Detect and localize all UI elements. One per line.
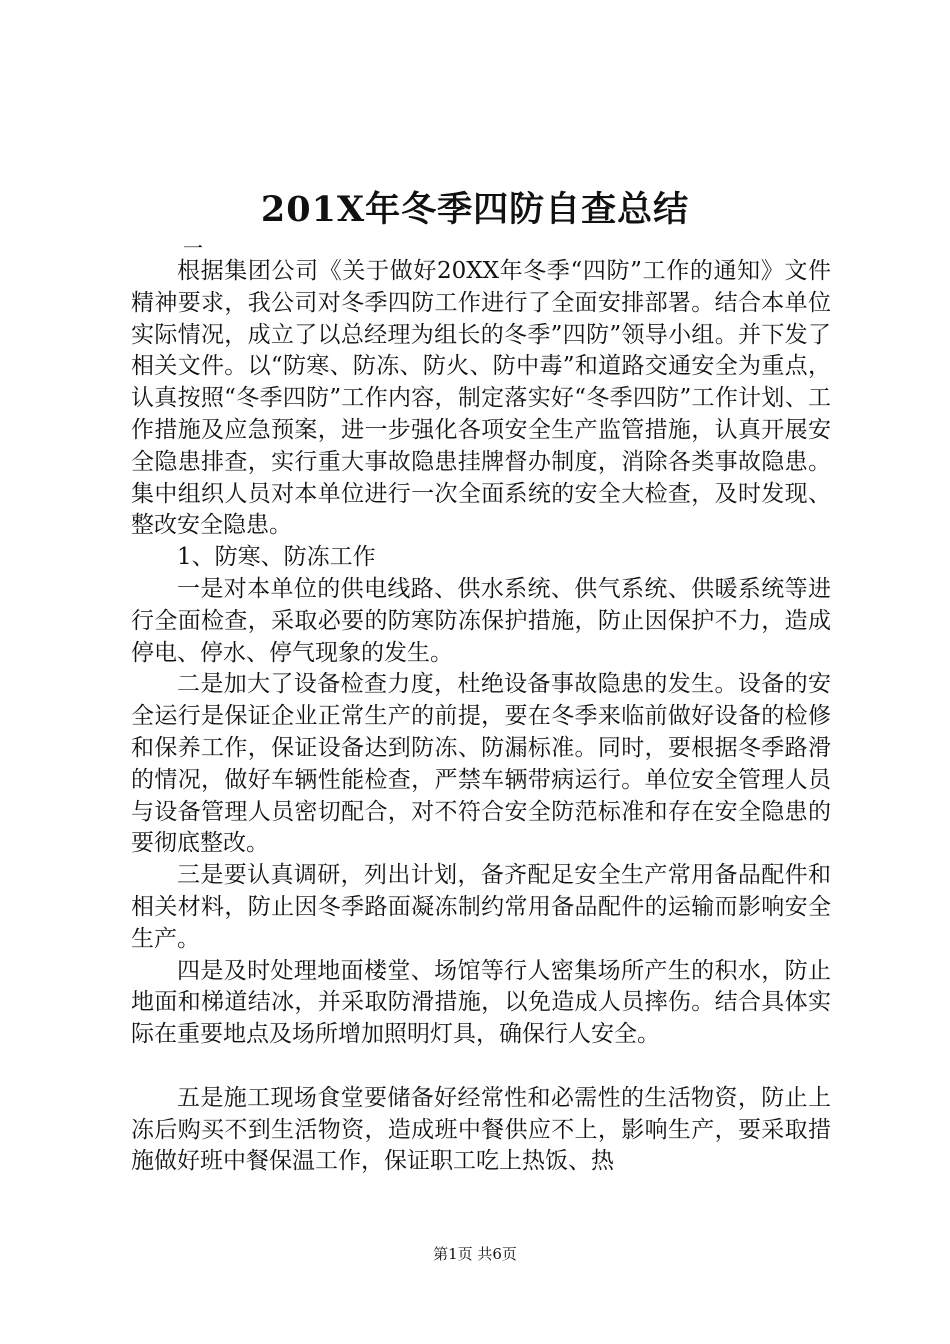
document-body [131, 256, 831, 1178]
section-heading: 1、防寒、防冻工作 [177, 544, 376, 571]
section-marker: 一 [183, 236, 203, 260]
paragraph-intro: 根据集团公司《关于做好20XX年冬季“四防”工作的通知》文件精神要求，我公司对冬季四防工作进行了全面安排部署。结合本单位实际情况，成立了以总经理为组长的冬季”四防”领导小组。并下发了相关文件。以“防寒、防冻、防火、防中毒”和道路交通安全为重点，认真按照“冬季四防”工作内容，制定落实好“冬季四防”工作计划、工作措施及应急预案，进一步强化各项安全生产监管措施，认真开展安全隐患排查，实行重大事故隐患挂牌督办制度，消除各类事故隐患。集中组织人员对本单位进行一次全面系统的安全大检查，及时发现、整改安全隐患。 [131, 258, 831, 539]
document-title: 201X年冬季四防自查总结 [260, 189, 690, 230]
page-number: 第1页 共6页 [433, 1245, 517, 1263]
paragraph-item-2: 二是加大了设备检查力度，杜绝设备事故隐患的发生。设备的安全运行是保证企业正常生产的前提，要在冬季来临前做好设备的检修和保养工作，保证设备达到防冻、防漏标准。同时，要根据冬季路滑的情况，做好车辆性能检查，严禁车辆带病运行。单位安全管理人员与设备管理人员密切配合，对不符合安全防范标准和存在安全隐患的要彻底整改。 [131, 671, 831, 857]
paragraph-item-3: 三是要认真调研，列出计划，备齐配足安全生产常用备品配件和相关材料，防止因冬季路面凝冻制约常用备品配件的运输而影响安全生产。 [131, 862, 831, 952]
paragraph-item-4: 四是及时处理地面楼堂、场馆等行人密集场所产生的积水，防止地面和梯道结冰，并采取防滑措施，以免造成人员摔伤。结合具体实际在重要地点及场所增加照明灯具，确保行人安全。 [131, 957, 831, 1048]
paragraph-item-5: 五是施工现场食堂要储备好经常性和必需性的生活物资，防止上冻后购买不到生活物资，造成班中餐供应不上，影响生产，要采取措施做好班中餐保温工作，保证职工吃上热饭、热 [131, 1084, 831, 1175]
paragraph-item-1: 一是对本单位的供电线路、供水系统、供气系统、供暖系统等进行全面检查，采取必要的防寒防冻保护措施，防止因保护不力，造成停电、停水、停气现象的发生。 [131, 575, 831, 666]
